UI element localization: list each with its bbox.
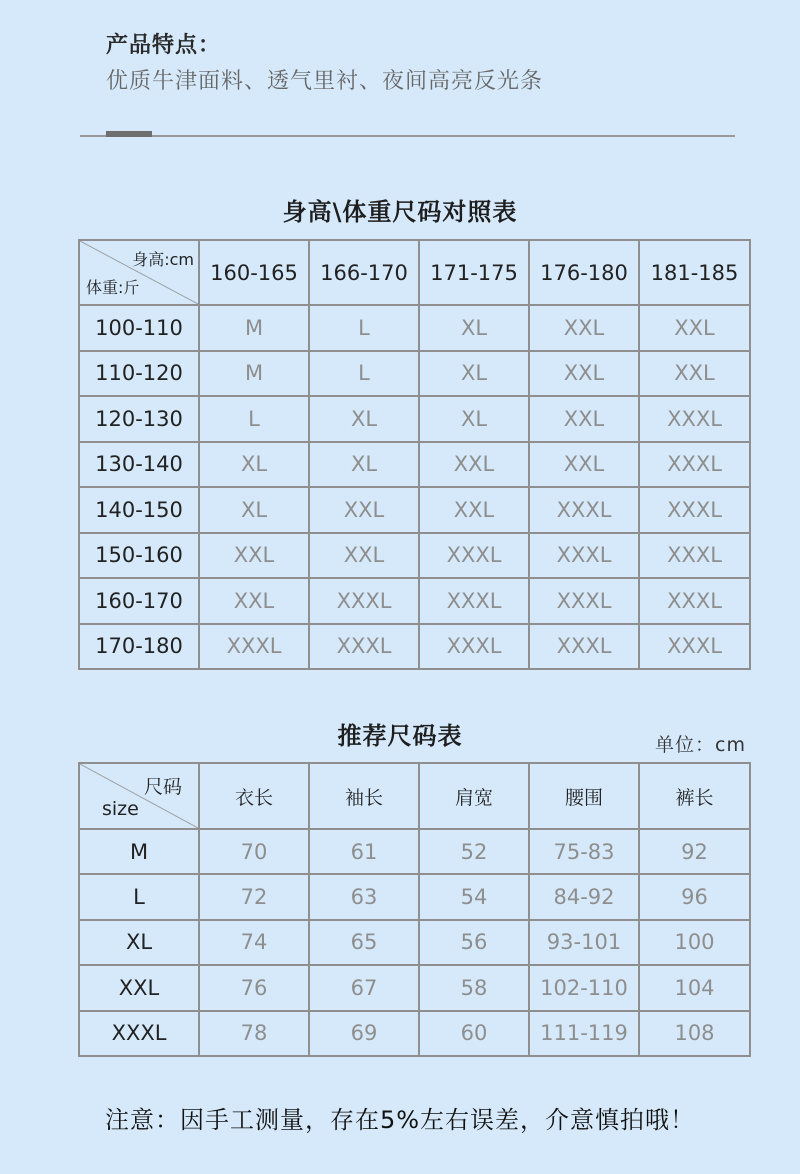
corner-top-label: 尺码 xyxy=(143,776,182,798)
table-cell: 63 xyxy=(309,874,419,919)
table-cell: M xyxy=(199,305,309,351)
table-cell: XXXL xyxy=(199,624,309,670)
table-cell: XXL xyxy=(199,533,309,579)
table-cell: XXL xyxy=(639,351,750,397)
table-cell: 52 xyxy=(419,829,529,874)
table-cell: 61 xyxy=(309,829,419,874)
rec-chart-title: 推荐尺码表 xyxy=(337,722,463,750)
row-header: L xyxy=(79,874,199,919)
table-cell: 92 xyxy=(639,829,750,874)
disclaimer-note: 注意：因手工测量，存在5%左右误差，介意慎拍哦！ xyxy=(104,1106,696,1134)
table-cell: 111-119 xyxy=(529,1011,639,1056)
features-title: 产品特点： xyxy=(106,33,222,58)
table-cell: 96 xyxy=(639,874,750,919)
table-cell: XXL xyxy=(309,487,419,533)
features-text: 优质牛津面料、透气里衬、夜间高亮反光条 xyxy=(106,69,544,94)
table-cell: 67 xyxy=(309,965,419,1010)
table-cell: XXXL xyxy=(529,624,639,670)
table-cell: XL xyxy=(419,351,529,397)
table-cell: 75-83 xyxy=(529,829,639,874)
row-header: 140-150 xyxy=(79,487,199,533)
table-cell: XXL xyxy=(419,442,529,488)
table-cell: XXXL xyxy=(639,487,750,533)
table-cell: L xyxy=(309,351,419,397)
table-row xyxy=(79,533,750,579)
corner-bottom-label: 体重:斤 xyxy=(86,278,140,297)
table-row xyxy=(79,624,750,670)
table-row xyxy=(79,305,750,351)
table-cell: 108 xyxy=(639,1011,750,1056)
table-cell: 65 xyxy=(309,920,419,965)
table-cell: XXXL xyxy=(639,533,750,579)
table-cell: XXL xyxy=(419,487,529,533)
table-cell: 58 xyxy=(419,965,529,1010)
table-cell: XXL xyxy=(529,442,639,488)
table-cell: 100 xyxy=(639,920,750,965)
table-row xyxy=(79,874,750,919)
table-cell: L xyxy=(309,305,419,351)
corner-cell xyxy=(79,763,199,829)
table-row xyxy=(79,396,750,442)
table-cell: XXXL xyxy=(639,442,750,488)
table-cell: 93-101 xyxy=(529,920,639,965)
table-cell: XXXL xyxy=(529,487,639,533)
divider-line xyxy=(80,135,735,137)
table-cell: 60 xyxy=(419,1011,529,1056)
table-cell: XL xyxy=(419,305,529,351)
table-cell: 104 xyxy=(639,965,750,1010)
table-cell: XXXL xyxy=(529,578,639,624)
table-cell: 76 xyxy=(199,965,309,1010)
unit-label: 单位：cm xyxy=(655,734,746,756)
table-row xyxy=(79,920,750,965)
table-cell: L xyxy=(199,396,309,442)
table-cell: XXL xyxy=(199,578,309,624)
table-row xyxy=(79,442,750,488)
table-cell: 54 xyxy=(419,874,529,919)
row-header: XXL xyxy=(79,965,199,1010)
row-header: 110-120 xyxy=(79,351,199,397)
table-cell: XXXL xyxy=(639,624,750,670)
table-cell: 102-110 xyxy=(529,965,639,1010)
table-cell: XXXL xyxy=(419,624,529,670)
rec-chart-table xyxy=(78,762,751,1057)
row-header: 150-160 xyxy=(79,533,199,579)
table-cell: XXL xyxy=(309,533,419,579)
table-cell: 72 xyxy=(199,874,309,919)
header-row xyxy=(79,240,750,305)
column-header: 160-165 xyxy=(199,240,309,305)
column-header: 衣长 xyxy=(199,763,309,829)
table-row xyxy=(79,487,750,533)
table-cell: XL xyxy=(309,396,419,442)
row-header: 130-140 xyxy=(79,442,199,488)
column-header: 166-170 xyxy=(309,240,419,305)
table-cell: XL xyxy=(419,396,529,442)
header-row xyxy=(79,763,750,829)
row-header: 100-110 xyxy=(79,305,199,351)
table-cell: 84-92 xyxy=(529,874,639,919)
corner-cell xyxy=(79,240,199,305)
table-row xyxy=(79,829,750,874)
column-header: 裤长 xyxy=(639,763,750,829)
table-cell: XL xyxy=(199,442,309,488)
table-cell: XXXL xyxy=(309,578,419,624)
table-cell: XXXL xyxy=(419,533,529,579)
column-header: 袖长 xyxy=(309,763,419,829)
table-cell: 74 xyxy=(199,920,309,965)
table-cell: XXL xyxy=(639,305,750,351)
table-cell: XXXL xyxy=(639,396,750,442)
row-header: M xyxy=(79,829,199,874)
corner-bottom-label: size xyxy=(102,798,139,820)
column-header: 腰围 xyxy=(529,763,639,829)
table-row xyxy=(79,351,750,397)
table-cell: 78 xyxy=(199,1011,309,1056)
table-cell: XXXL xyxy=(639,578,750,624)
column-header: 181-185 xyxy=(639,240,750,305)
table-cell: XXL xyxy=(529,396,639,442)
table-cell: 70 xyxy=(199,829,309,874)
row-header: 170-180 xyxy=(79,624,199,670)
row-header: 120-130 xyxy=(79,396,199,442)
column-header: 肩宽 xyxy=(419,763,529,829)
table-cell: M xyxy=(199,351,309,397)
table-row xyxy=(79,1011,750,1056)
table-cell: 56 xyxy=(419,920,529,965)
table-cell: XXL xyxy=(529,351,639,397)
table-cell: XXXL xyxy=(419,578,529,624)
table-cell: XL xyxy=(309,442,419,488)
row-header: 160-170 xyxy=(79,578,199,624)
size-chart-title: 身高\体重尺码对照表 xyxy=(282,198,518,226)
table-cell: XL xyxy=(199,487,309,533)
table-row xyxy=(79,578,750,624)
table-cell: XXXL xyxy=(309,624,419,670)
table-cell: 69 xyxy=(309,1011,419,1056)
table-cell: XXXL xyxy=(529,533,639,579)
column-header: 171-175 xyxy=(419,240,529,305)
row-header: XL xyxy=(79,920,199,965)
corner-top-label: 身高:cm xyxy=(132,250,194,269)
table-cell: XXL xyxy=(529,305,639,351)
row-header: XXXL xyxy=(79,1011,199,1056)
column-header: 176-180 xyxy=(529,240,639,305)
size-chart-table xyxy=(78,239,751,670)
table-row xyxy=(79,965,750,1010)
divider-accent xyxy=(106,131,152,137)
